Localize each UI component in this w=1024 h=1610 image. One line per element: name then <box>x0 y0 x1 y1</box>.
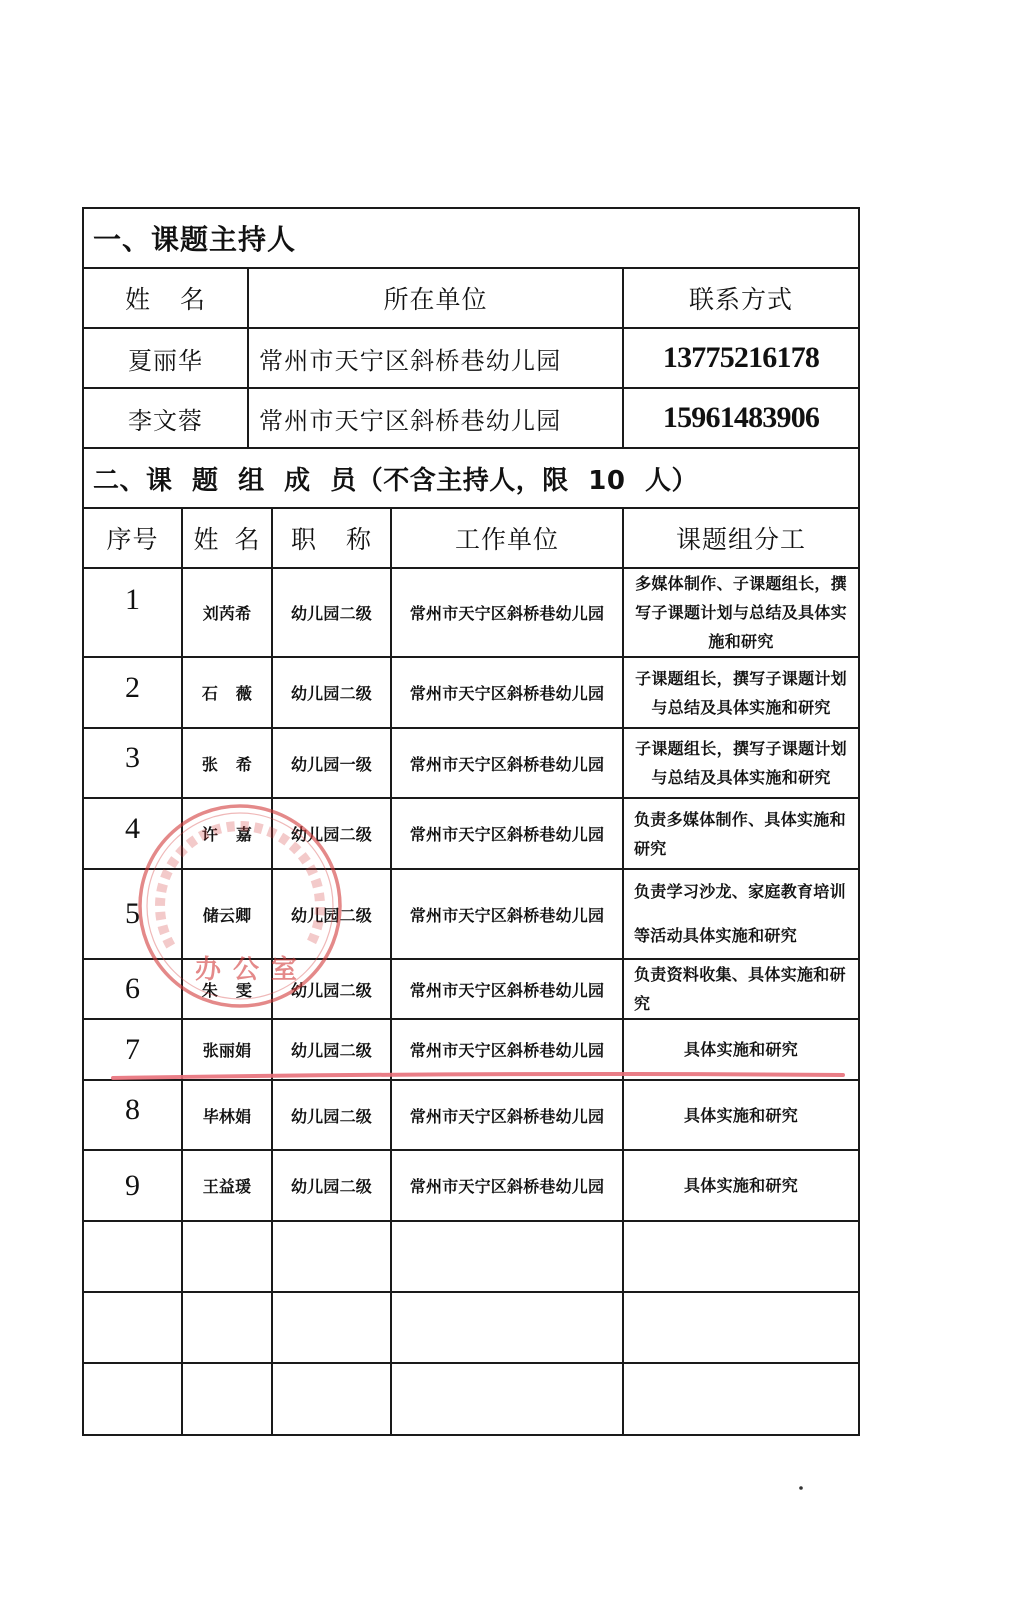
member-unit: 常州市天宁区斜桥巷幼儿园 <box>391 959 623 1019</box>
member-row <box>83 1080 859 1150</box>
member-role: 负责资料收集、具体实施和研究 <box>623 959 859 1019</box>
empty-cell <box>83 1363 182 1435</box>
host-phone: 15961483906 <box>623 388 859 448</box>
member-title: 幼儿园二级 <box>272 1150 391 1221</box>
empty-cell <box>391 1221 623 1292</box>
member-name: 许 嘉 <box>182 798 272 869</box>
member-name: 储云卿 <box>182 869 272 959</box>
host-phone: 13775216178 <box>623 328 859 388</box>
member-row <box>83 1150 859 1221</box>
header-unit: 工作单位 <box>391 508 623 568</box>
empty-cell <box>391 1292 623 1363</box>
member-row <box>83 869 859 959</box>
empty-row <box>83 1221 859 1292</box>
member-no: 2 <box>83 657 182 728</box>
member-no: 7 <box>83 1019 182 1080</box>
host-section-row <box>83 208 859 268</box>
member-no: 3 <box>83 728 182 798</box>
member-no: 8 <box>83 1080 182 1150</box>
member-title: 幼儿园二级 <box>272 1080 391 1150</box>
header-contact: 联系方式 <box>623 268 859 328</box>
member-unit: 常州市天宁区斜桥巷幼儿园 <box>391 1150 623 1221</box>
empty-cell <box>182 1363 272 1435</box>
scan-speck <box>799 1486 803 1490</box>
header-unit: 所在单位 <box>248 268 623 328</box>
member-role: 具体实施和研究 <box>623 1150 859 1221</box>
host-row <box>83 388 859 448</box>
member-title: 幼儿园二级 <box>272 568 391 657</box>
empty-cell <box>182 1221 272 1292</box>
member-name: 朱 雯 <box>182 959 272 1019</box>
member-no: 6 <box>83 959 182 1019</box>
section-title-members: 二、课 题 组 成 员（不含主持人，限 10 人） <box>83 448 859 508</box>
member-row <box>83 798 859 869</box>
member-title: 幼儿园二级 <box>272 869 391 959</box>
member-unit: 常州市天宁区斜桥巷幼儿园 <box>391 798 623 869</box>
empty-cell <box>272 1292 391 1363</box>
member-role: 负责多媒体制作、具体实施和研究 <box>623 798 859 869</box>
member-role: 子课题组长，撰写子课题计划与总结及具体实施和研究 <box>623 728 859 798</box>
host-header-row <box>83 268 859 328</box>
empty-cell <box>623 1221 859 1292</box>
member-title: 幼儿园二级 <box>272 657 391 728</box>
header-name: 姓 名 <box>182 508 272 568</box>
member-name: 刘芮希 <box>182 568 272 657</box>
member-row <box>83 657 859 728</box>
member-name: 王益瑗 <box>182 1150 272 1221</box>
member-row <box>83 1019 859 1080</box>
member-title: 幼儿园二级 <box>272 798 391 869</box>
empty-row <box>83 1292 859 1363</box>
member-unit: 常州市天宁区斜桥巷幼儿园 <box>391 568 623 657</box>
host-unit: 常州市天宁区斜桥巷幼儿园 <box>248 388 623 448</box>
member-role: 具体实施和研究 <box>623 1019 859 1080</box>
empty-row <box>83 1363 859 1435</box>
member-row <box>83 568 859 657</box>
member-no: 1 <box>83 568 182 657</box>
empty-cell <box>272 1221 391 1292</box>
member-unit: 常州市天宁区斜桥巷幼儿园 <box>391 869 623 959</box>
member-unit: 常州市天宁区斜桥巷幼儿园 <box>391 728 623 798</box>
member-section-row <box>83 448 859 508</box>
member-row <box>83 959 859 1019</box>
header-no: 序号 <box>83 508 182 568</box>
empty-cell <box>623 1292 859 1363</box>
member-title: 幼儿园二级 <box>272 959 391 1019</box>
section-title-hosts: 一、课题主持人 <box>83 208 859 268</box>
empty-cell <box>391 1363 623 1435</box>
member-name: 张丽娟 <box>182 1019 272 1080</box>
header-role: 课题组分工 <box>623 508 859 568</box>
member-no: 9 <box>83 1150 182 1221</box>
member-name: 石 薇 <box>182 657 272 728</box>
member-no: 5 <box>83 869 182 959</box>
member-unit: 常州市天宁区斜桥巷幼儿园 <box>391 657 623 728</box>
seal-text: 办公室 <box>194 955 310 985</box>
member-header-row <box>83 508 859 568</box>
host-name: 李文蓉 <box>83 388 248 448</box>
empty-cell <box>623 1363 859 1435</box>
empty-cell <box>182 1292 272 1363</box>
member-name: 毕林娟 <box>182 1080 272 1150</box>
member-title: 幼儿园二级 <box>272 1019 391 1080</box>
member-unit: 常州市天宁区斜桥巷幼儿园 <box>391 1080 623 1150</box>
member-role: 多媒体制作、子课题组长，撰写子课题计划与总结及具体实施和研究 <box>623 568 859 657</box>
empty-cell <box>83 1292 182 1363</box>
empty-cell <box>272 1363 391 1435</box>
member-no: 4 <box>83 798 182 869</box>
member-name: 张 希 <box>182 728 272 798</box>
host-row <box>83 328 859 388</box>
member-row <box>83 728 859 798</box>
member-role: 子课题组长，撰写子课题计划与总结及具体实施和研究 <box>623 657 859 728</box>
host-name: 夏丽华 <box>83 328 248 388</box>
host-unit: 常州市天宁区斜桥巷幼儿园 <box>248 328 623 388</box>
empty-cell <box>83 1221 182 1292</box>
header-name: 姓 名 <box>83 268 248 328</box>
member-role: 负责学习沙龙、家庭教育培训等活动具体实施和研究 <box>623 869 859 959</box>
member-role: 具体实施和研究 <box>623 1080 859 1150</box>
host-table <box>82 207 860 449</box>
member-unit: 常州市天宁区斜桥巷幼儿园 <box>391 1019 623 1080</box>
header-title: 职 称 <box>272 508 391 568</box>
member-title: 幼儿园一级 <box>272 728 391 798</box>
member-table <box>82 447 860 1436</box>
